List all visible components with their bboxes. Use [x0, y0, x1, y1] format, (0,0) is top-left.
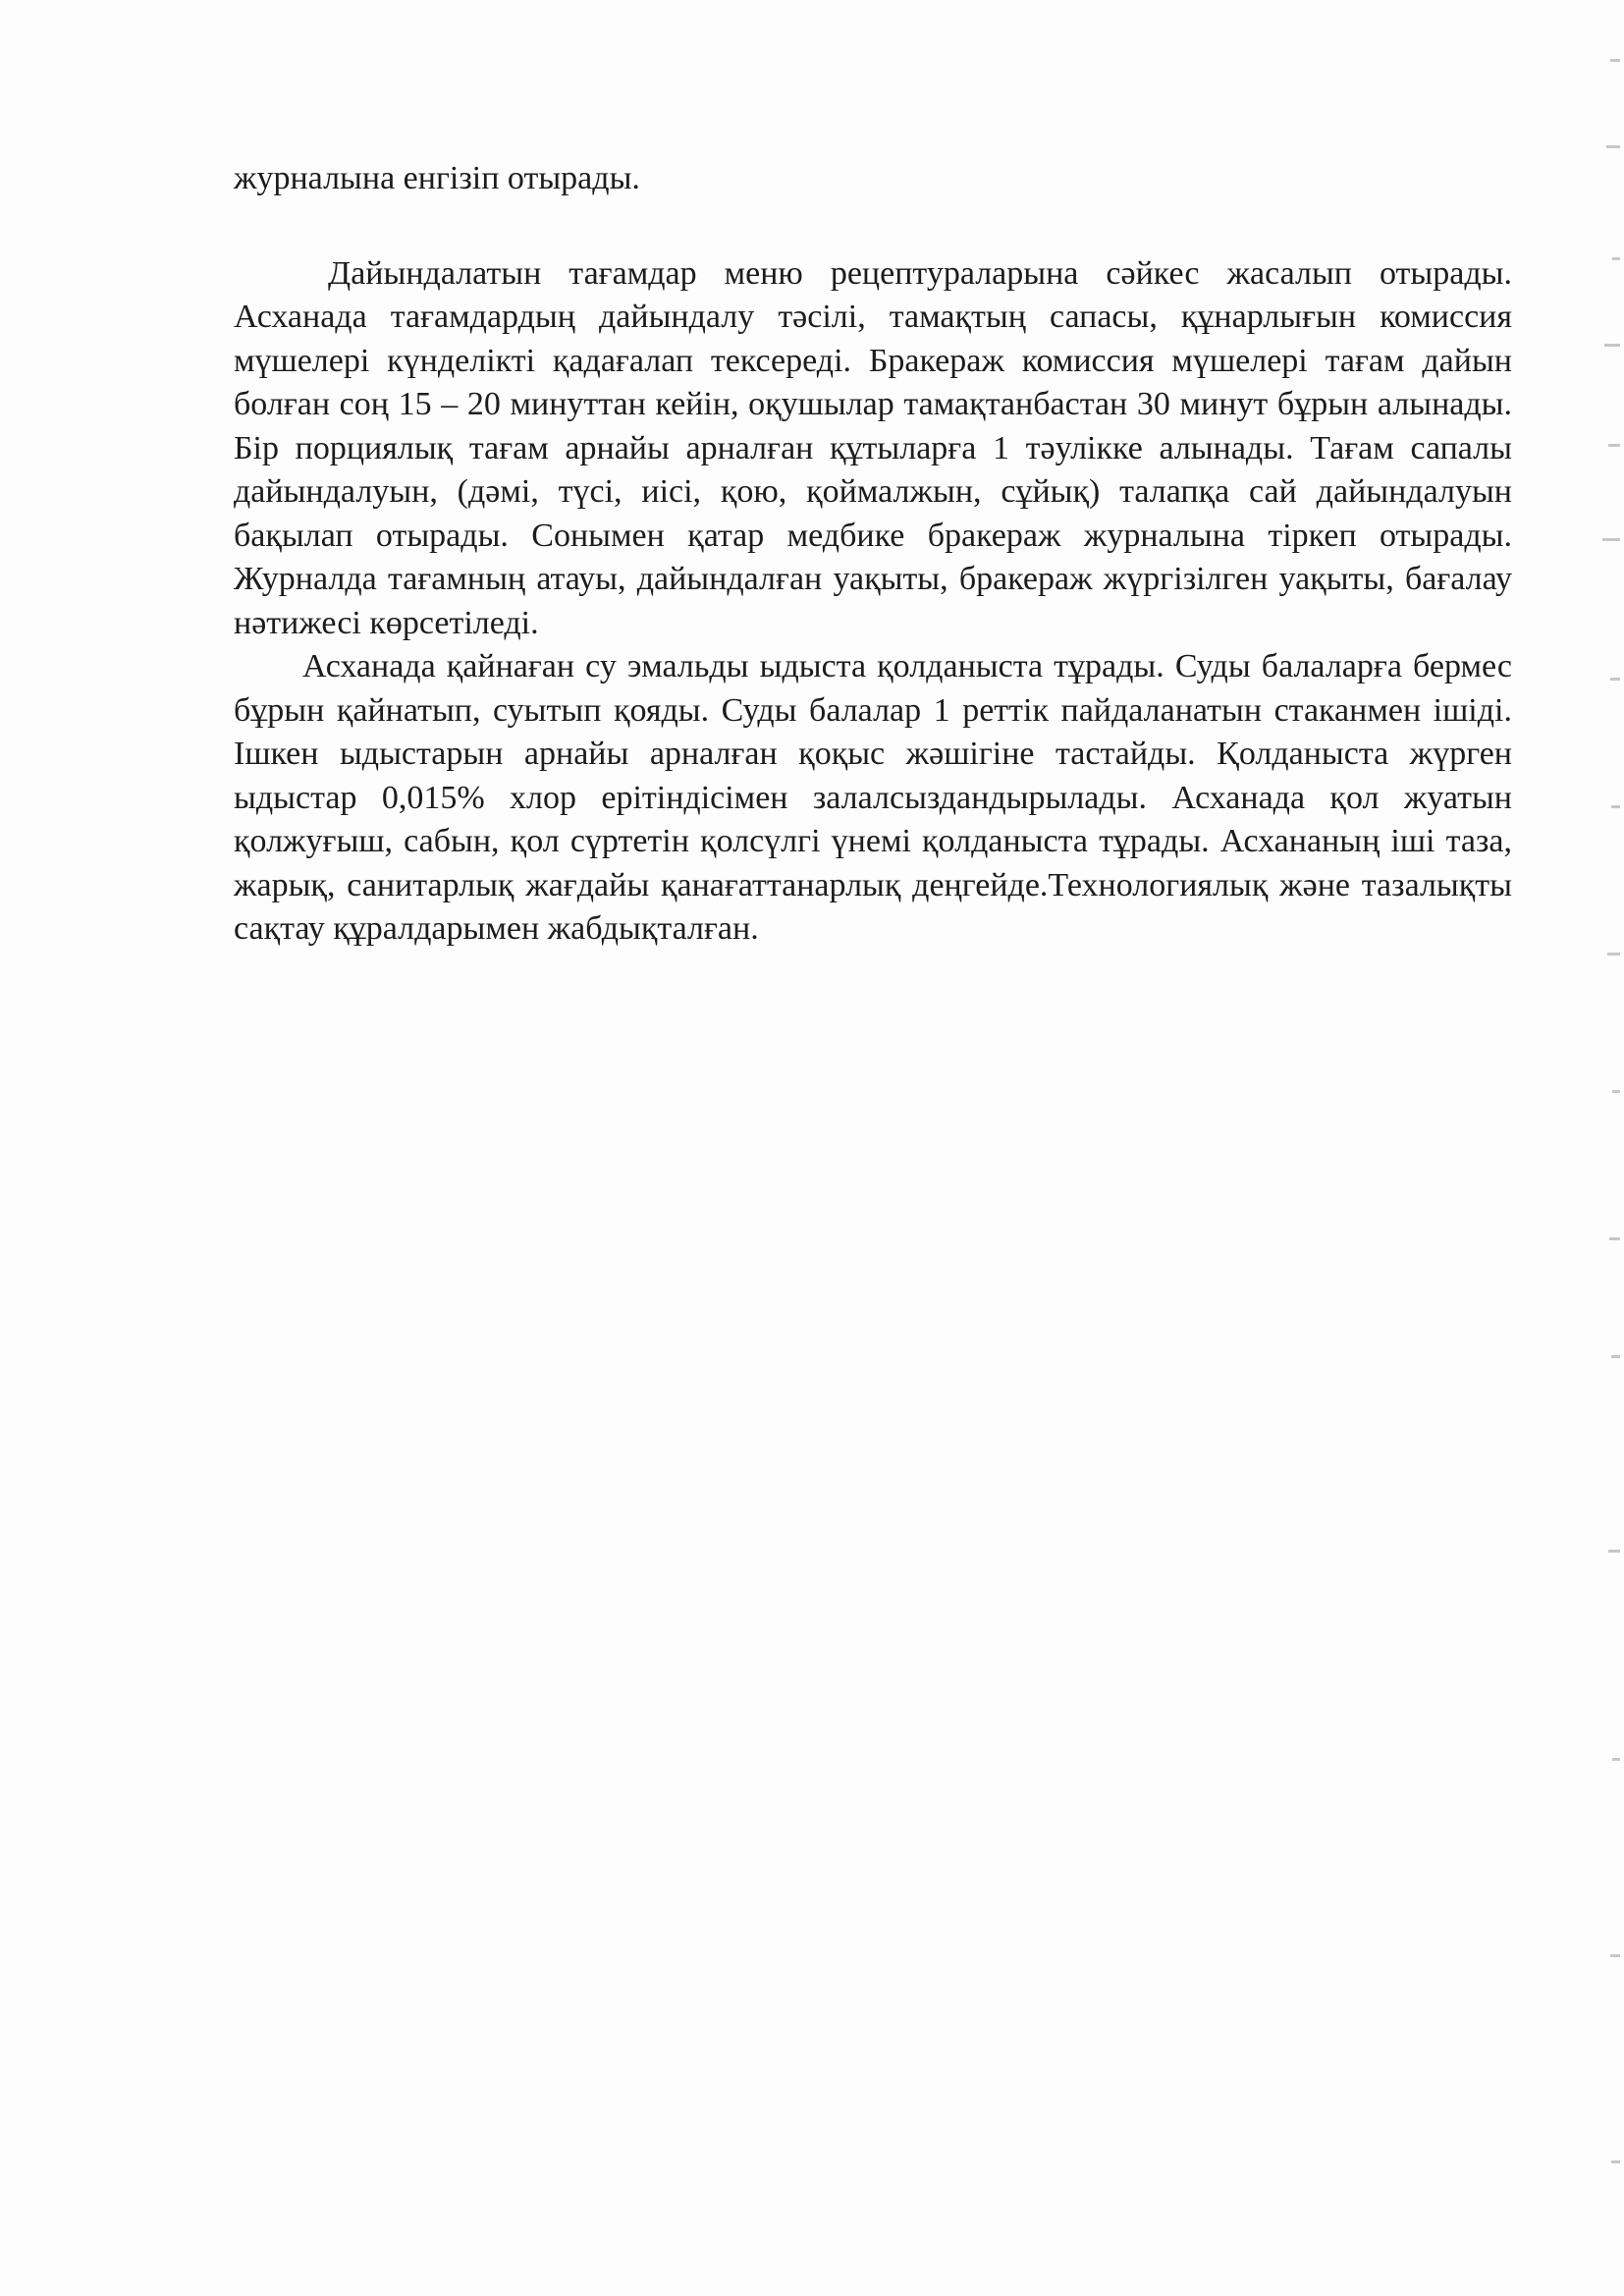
scan-mark	[1611, 2160, 1620, 2163]
scan-mark	[1611, 805, 1620, 808]
scan-mark	[1612, 257, 1620, 260]
scan-mark	[1612, 1758, 1620, 1761]
paragraph-menu-recipes: Дайындалатын тағамдар меню рецептураларына сәйкес жасалып отырады. Асханада тағамдардың дайындалу тәсілі, тамақтың сапасы, құнарлығын комиссия мүшелері күнделікті қадағалап тексереді. Бракераж комиссия мүшелері тағам дайын болған соң 15 – 20 минуттан кейін, оқушылар тамақтанбастан 30 минут бұрын алынады. Бір порциялық тағам арнайы арналған құтыларға 1 тәулікке алынады. Тағам сапалы дайындалуын, (дәмі, түсі, иісі, қою, қоймалжын, сұйық) талапқа сай дайындалуын бақылап отырады. Сонымен қатар медбике бракераж журналына тіркеп отырады. Журналда тағамның атауы, дайындалған уақыты, бракераж жүргізілген уақыты, бағалау нәтижесі көрсетіледі.	[234, 254, 1512, 641]
scan-mark	[1611, 1355, 1620, 1358]
scan-mark	[1608, 1550, 1620, 1553]
scan-edge-artifacts	[1597, 0, 1624, 2296]
scan-mark	[1609, 1237, 1620, 1240]
scan-mark	[1610, 678, 1620, 681]
paragraph-continuation: журналына енгізіп отырады.	[234, 160, 640, 196]
scan-mark	[1608, 444, 1620, 447]
scan-mark	[1607, 953, 1620, 956]
document-body	[234, 157, 1512, 952]
scan-mark	[1610, 59, 1620, 62]
scan-mark	[1602, 538, 1620, 541]
scan-mark	[1612, 1090, 1620, 1093]
paragraph-boiled-water: Асханада қайнаған су эмальды ыдыста қолданыста тұрады. Суды балаларға бермес бұрын қайнатып, суытып қояды. Суды балалар 1 реттік пайдаланатын стаканмен ішіді. Ішкен ыдыстарын арнайы арналған қоқыс жәшігіне тастайды. Қолданыста жүрген ыдыстар 0,015% хлор ерітіндісімен залалсыздандырылады. Асханада қол жуатын қолжуғыш, сабын, қол сүртетін қолсүлгі үнемі қолданыста тұрады. Асхананың іші таза, жарық, санитарлық жағдайы қанағаттанарлық деңгейде.Технологиялық және тазалықты сақтау құралдарымен жабдықталған.	[234, 648, 1512, 947]
scan-mark	[1610, 1954, 1620, 1957]
scan-mark	[1604, 344, 1620, 347]
scan-mark	[1606, 145, 1620, 148]
